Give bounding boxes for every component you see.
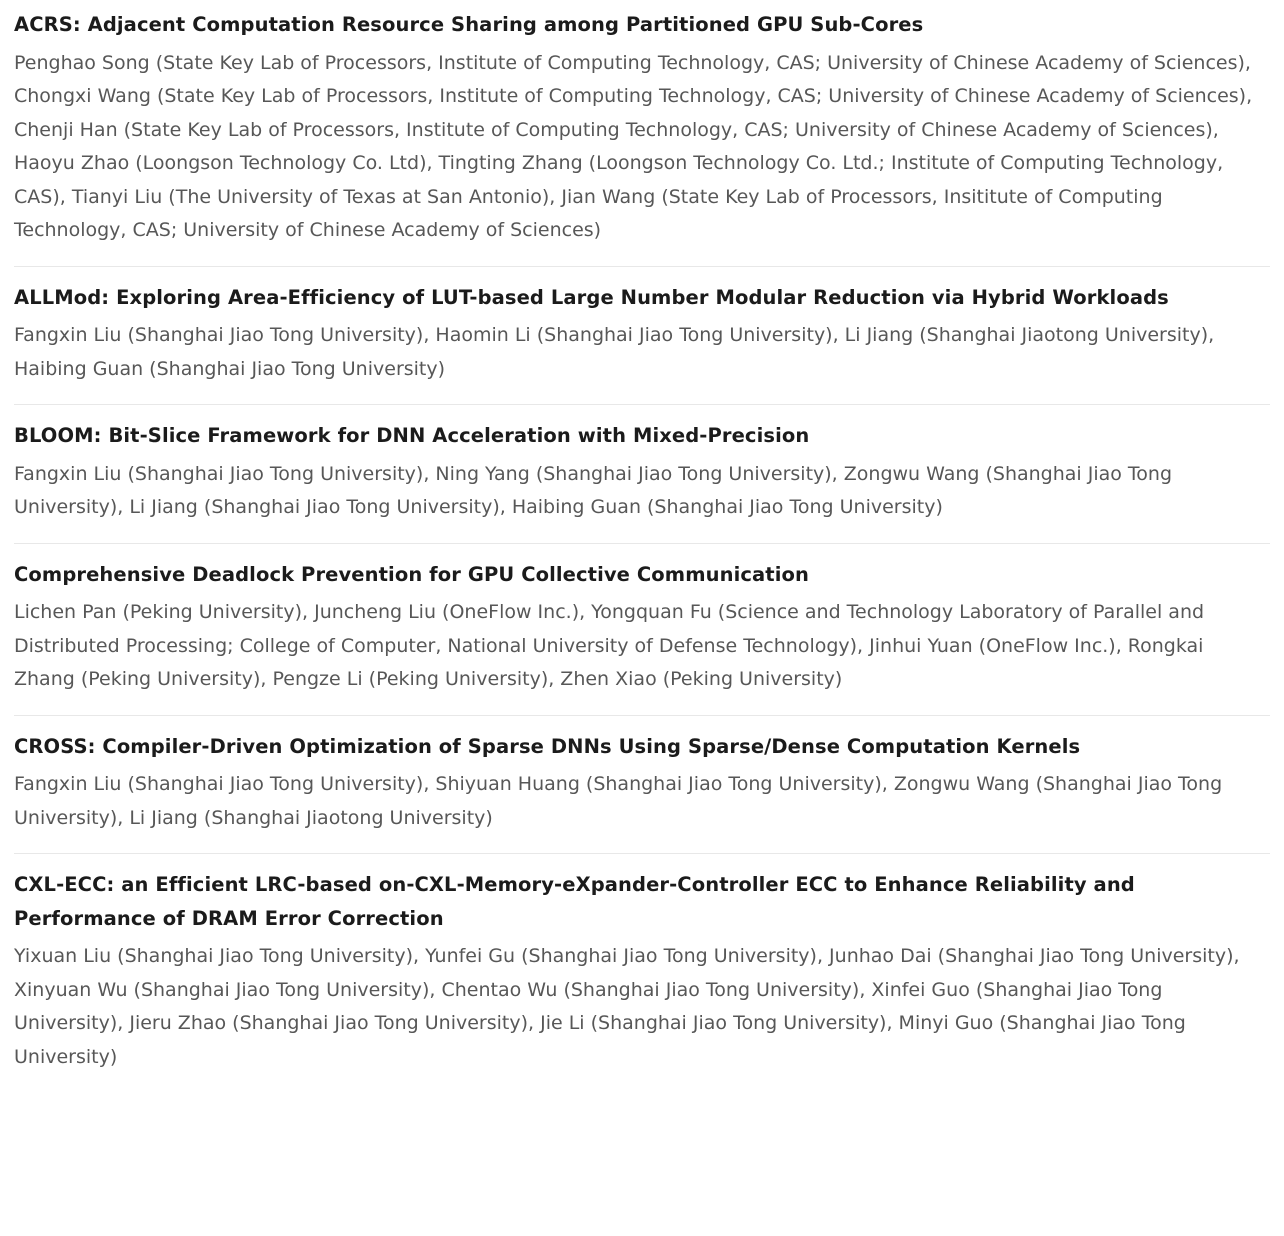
paper-authors: Fangxin Liu (Shanghai Jiao Tong University), Ning Yang (Shanghai Jiao Tong University), Zongwu Wang (Shanghai Jiao Tong University), Li Jiang (Shanghai Jiao Tong University), Haibing Guan (Shanghai Jiao Tong University) — [14, 462, 1173, 518]
paper-title: CROSS: Compiler-Driven Optimization of Sparse DNNs Using Sparse/Dense Computation Kernels — [14, 734, 1081, 758]
paper-authors: Fangxin Liu (Shanghai Jiao Tong University), Haomin Li (Shanghai Jiao Tong University), Li Jiang (Shanghai Jiaotong University), Haibing Guan (Shanghai Jiao Tong University) — [14, 324, 1215, 380]
paper-entry — [14, 267, 1270, 406]
paper-title: BLOOM: Bit-Slice Framework for DNN Acceleration with Mixed-Precision — [14, 424, 810, 447]
paper-entry — [14, 716, 1270, 855]
paper-entry — [14, 0, 1270, 267]
paper-entry — [14, 405, 1270, 544]
paper-authors: Lichen Pan (Peking University), Juncheng Liu (OneFlow Inc.), Yongquan Fu (Science and Technology Laboratory of Parallel and Distributed Processing; College of Computer, National University of Defense Technology), Jinhui Yuan (OneFlow Inc.), Rongkai Zhang (Peking University), Pengze Li (Peking University), Zhen Xiao (Peking University) — [14, 601, 1205, 690]
paper-entry — [14, 854, 1270, 1094]
paper-authors: Yixuan Liu (Shanghai Jiao Tong University), Yunfei Gu (Shanghai Jiao Tong University), Junhao Dai (Shanghai Jiao Tong University), Xinyuan Wu (Shanghai Jiao Tong University), Chentao Wu (Shanghai Jiao Tong University), Xinfei Guo (Shanghai Jiao Tong University), Jieru Zhao (Shanghai Jiao Tong University), Jie Li (Shanghai Jiao Tong University), Minyi Guo (Shanghai Jiao Tong University) — [14, 945, 1240, 1068]
paper-title: Comprehensive Deadlock Prevention for GPU Collective Communication — [14, 562, 809, 586]
paper-title: ACRS: Adjacent Computation Resource Sharing among Partitioned GPU Sub-Cores — [14, 13, 924, 36]
paper-authors: Penghao Song (State Key Lab of Processors, Institute of Computing Technology, CAS; University of Chinese Academy of Sciences), Chongxi Wang (State Key Lab of Processors, Institute of Computing Technology, CAS; University of Chinese Academy of Sciences), Chenji Han (State Key Lab of Processors, Institute of Computing Technology, CAS; University of Chinese Academy of Sciences), Haoyu Zhao (Loongson Technology Co. Ltd), Tingting Zhang (Loongson Technology Co. Ltd.; Institute of Computing Technology, CAS), Tianyi Liu (The University of Texas at San Antonio), Jian Wang (State Key Lab of Processors, Insititute of Computing Technology, CAS; University of Chinese Academy of Sciences) — [14, 51, 1253, 241]
paper-title: CXL-ECC: an Efficient LRC-based on-CXL-Memory-eXpander-Controller ECC to Enhance Reliability and Performance of DRAM Error Correction — [14, 873, 1135, 930]
paper-entry — [14, 544, 1270, 716]
paper-title: ALLMod: Exploring Area-Efficiency of LUT-based Large Number Modular Reduction via Hybrid Workloads — [14, 285, 1169, 309]
paper-authors: Fangxin Liu (Shanghai Jiao Tong University), Shiyuan Huang (Shanghai Jiao Tong University), Zongwu Wang (Shanghai Jiao Tong University), Li Jiang (Shanghai Jiaotong University) — [14, 773, 1223, 829]
